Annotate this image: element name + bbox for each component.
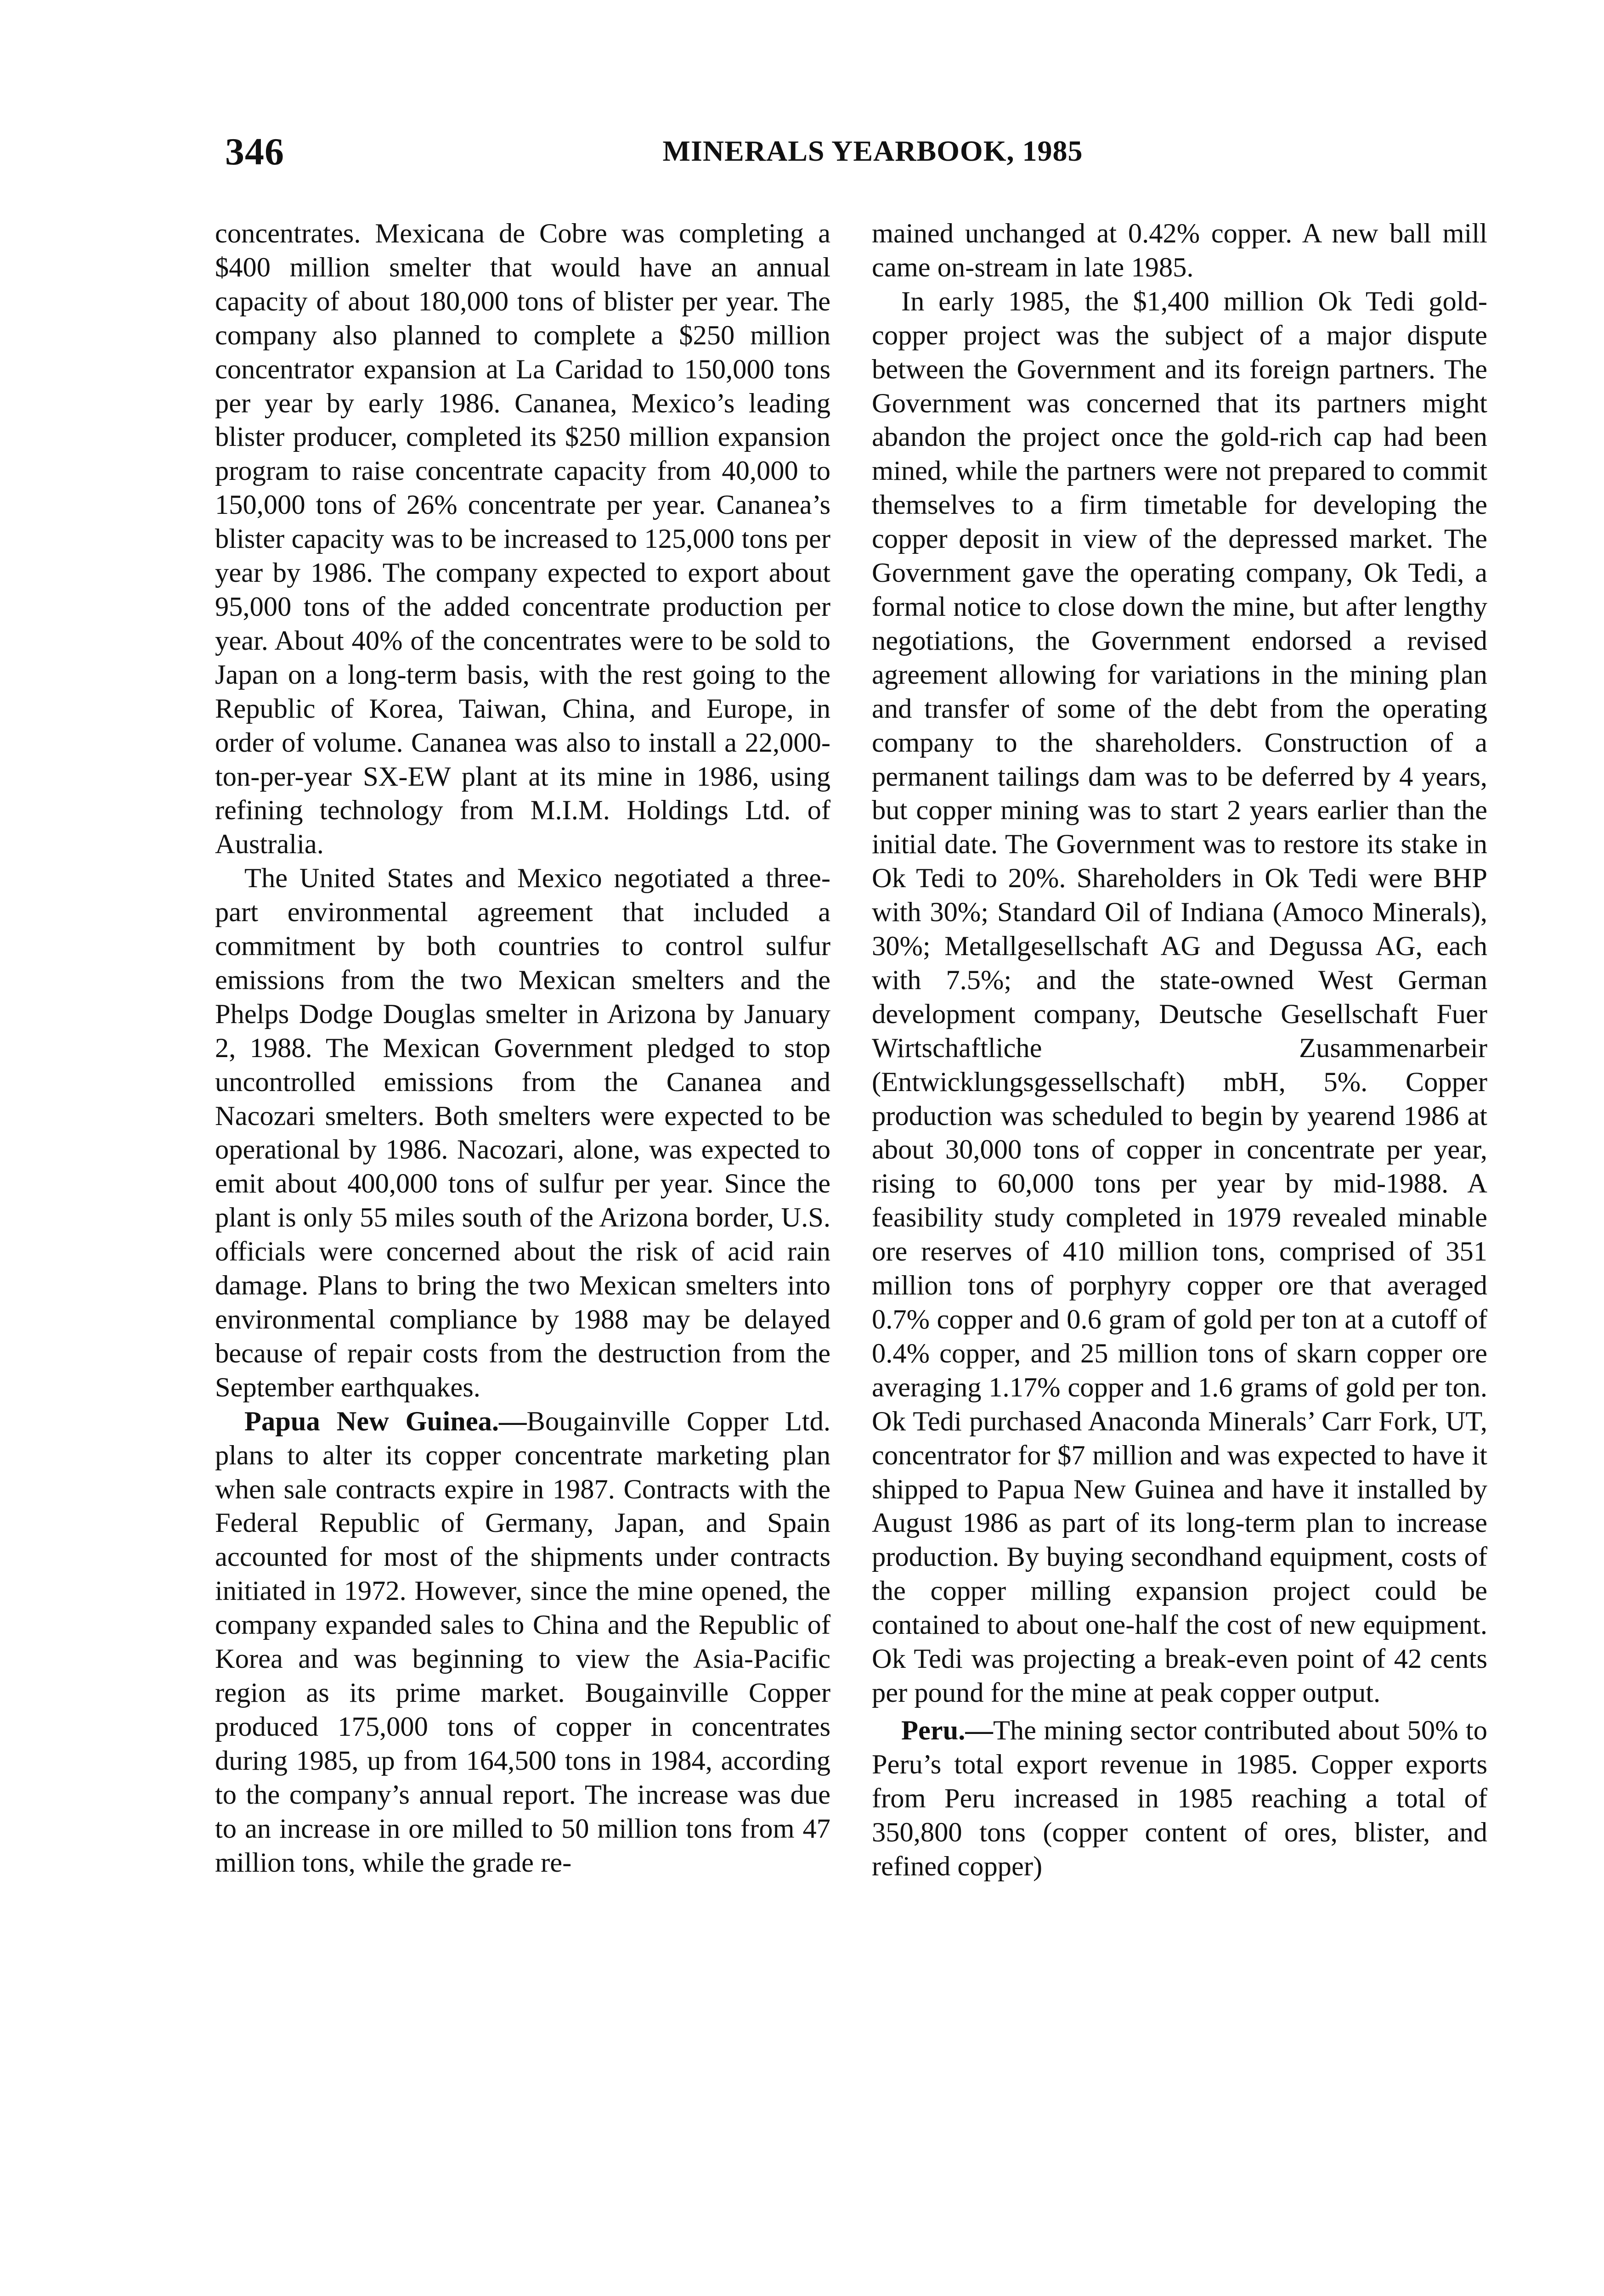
page-number: 346 [225,130,284,173]
paragraph-peru [872,1714,1487,1884]
right-column [872,217,1487,1883]
left-column [215,217,830,1880]
paragraph-papua-new-guinea-text: Bougainville Copper Ltd. plans to alter its copper concentrate marketing plan when sale contracts expire in 1987. Contracts with the Federal Republic of Germany, Japan, and Spain accounted for most of the shipments under contracts initiated in 1972. However, since the mine opened, the company expanded sales to China and the Republic of Korea and was beginning to view the Asia-Pacific region as its prime market. Bougainville Copper produced 175,000 tons of copper in concentrates during 1985, up from 164,500 tons in 1984, according to the company’s annual report. The increase was due to an increase in ore milled to 50 million tons from 47 million tons, while the grade re- [215,1406,830,1878]
paragraph-mexico-continued: concentrates. Mexicana de Cobre was completing a $400 million smelter that would have an annual capacity of about 180,000 tons of blister per year. The company also planned to complete a $250 million concentrator expansion at La Caridad to 150,000 tons per year by early 1986. Cananea, Mexico’s leading blister producer, completed its $250 million expansion program to raise concentrate capacity from 40,000 to 150,000 tons of 26% concentrate per year. Cananea’s blister capacity was to be increased to 125,000 tons per year by 1986. The company expected to export about 95,000 tons of the added concentrate production per year. About 40% of the concentrates were to be sold to Japan on a long-term basis, with the rest going to the Republic of Korea, Taiwan, China, and Europe, in order of volume. Cananea was also to install a 22,000-ton-per-year SX-EW plant at its mine in 1986, using refining technology from M.I.M. Holdings Ltd. of Australia. [215,218,830,860]
paragraph-ok-tedi: In early 1985, the $1,400 million Ok Tedi gold-copper project was the subject of a major dispute between the Government and its foreign partners. The Government was concerned that its partners might abandon the project once the gold-rich cap had been mined, while the partners were not prepared to commit themselves to a firm timetable for developing the copper deposit in view of the depressed market. The Government gave the operating company, Ok Tedi, a formal notice to close down the mine, but after lengthy negotiations, the Government endorsed a revised agreement allowing for variations in the mining plan and transfer of some of the debt from the operating company to the shareholders. Construction of a permanent tailings dam was to be deferred by 4 years, but copper mining was to start 2 years earlier than the initial date. The Government was to restore its stake in Ok Tedi to 20%. Shareholders in Ok Tedi were BHP with 30%; Standard Oil of Indiana (Amoco Minerals), 30%; Metallgesellschaft AG and Degussa AG, each with 7.5%; and the state-owned West German development company, Deutsche Gesellschaft Fuer Wirtschaftliche Zusammenarbeir (Entwicklungsgessellschaft) mbH, 5%. Copper production was scheduled to begin by yearend 1986 at about 30,000 tons of copper in concentrate per year, rising to 60,000 tons per year by mid-1988. A feasibility study completed in 1979 revealed minable ore reserves of 410 million tons, comprised of 351 million tons of porphyry copper ore that averaged 0.7% copper and 0.6 gram of gold per ton at a cutoff of 0.4% copper, and 25 million tons of skarn copper ore averaging 1.17% copper and 1.6 grams of gold per ton. Ok Tedi purchased Anaconda Minerals’ Carr Fork, UT, concentrator for $7 million and was expected to have it shipped to Papua New Guinea and have it installed by August 1986 as part of its long-term plan to increase production. By buying secondhand equipment, costs of the copper milling expansion project could be contained to about one-half the cost of new equipment. Ok Tedi was projecting a break-even point of 42 cents per pound for the mine at peak copper output. [872,286,1487,1708]
paragraph-papua-new-guinea [215,1405,830,1880]
paragraph-peru-text: The mining sector contributed about 50% to Peru’s total export revenue in 1985. Copper exports from Peru increased in 1985 reaching a total of 350,800 tons (copper content of ores, blister, and refined copper) [872,1715,1487,1882]
paragraph-grade-continued: mained unchanged at 0.42% copper. A new ball mill came on-stream in late 1985. [872,218,1487,283]
section-heading-papua-new-guinea: Papua New Guinea.— [244,1406,527,1437]
paragraph-environmental-agreement: The United States and Mexico negotiated a three-part environmental agreement that included a commitment by both countries to control sulfur emissions from the two Mexican smelters and the Phelps Dodge Douglas smelter in Arizona by January 2, 1988. The Mexican Government pledged to stop uncontrolled emissions from the Cananea and Nacozari smelters. Both smelters were expected to be operational by 1986. Nacozari, alone, was expected to emit about 400,000 tons of sulfur per year. Since the plant is only 55 miles south of the Arizona border, U.S. officials were concerned about the risk of acid rain damage. Plans to bring the two Mexican smelters into environmental compliance by 1988 may be delayed because of repair costs from the destruction from the September earthquakes. [215,863,830,1403]
running-head: MINERALS YEARBOOK, 1985 [662,135,1083,167]
section-heading-peru: Peru.— [901,1715,993,1746]
